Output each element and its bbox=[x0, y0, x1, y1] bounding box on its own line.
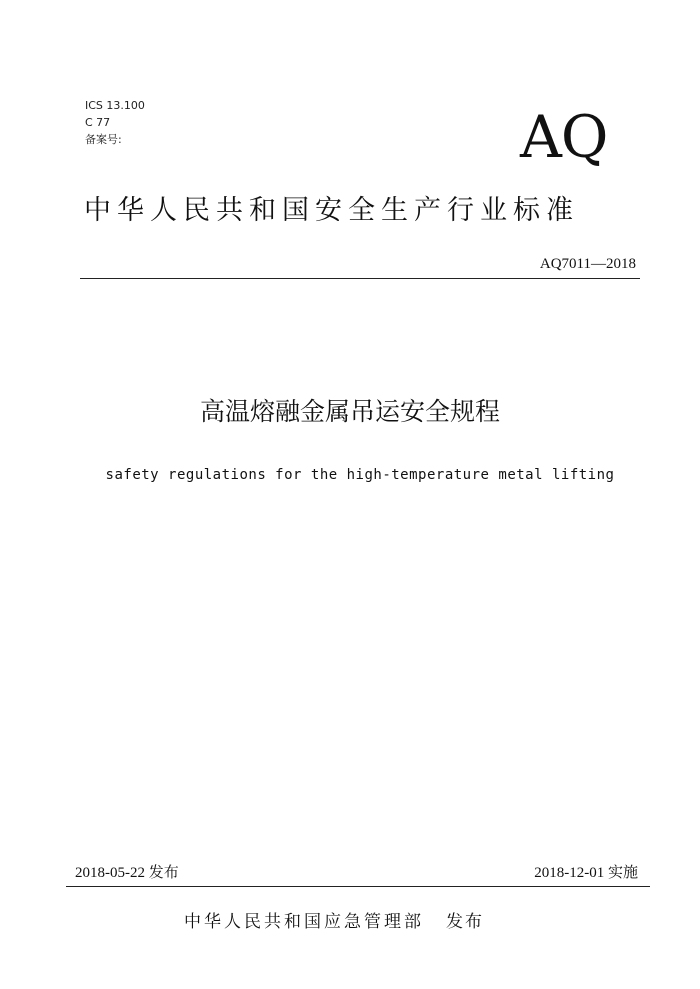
document-title: 高温熔融金属吊运安全规程 bbox=[199, 397, 500, 426]
ics-code: ICS 13.100 bbox=[85, 99, 145, 112]
record-number-label: 备案号: bbox=[85, 133, 122, 146]
publisher-name: 中华人民共和国应急管理部 bbox=[184, 912, 424, 932]
implementation-date: 2018-12-01 实施 bbox=[534, 865, 638, 881]
issue-date: 2018-05-22 发布 bbox=[75, 865, 179, 881]
publish-label: 发布 bbox=[446, 912, 484, 932]
footer-divider bbox=[66, 886, 650, 887]
ccs-code: C 77 bbox=[85, 116, 111, 129]
standard-number: AQ7011—2018 bbox=[539, 256, 636, 272]
publisher-line bbox=[184, 910, 484, 934]
standard-category-title: 中华人民共和国安全生产行业标准 bbox=[84, 195, 579, 226]
header-divider bbox=[80, 278, 640, 279]
aq-logo: AQ bbox=[520, 103, 608, 171]
document-english-title: safety regulations for the high-temperature metal lifting bbox=[105, 467, 615, 483]
